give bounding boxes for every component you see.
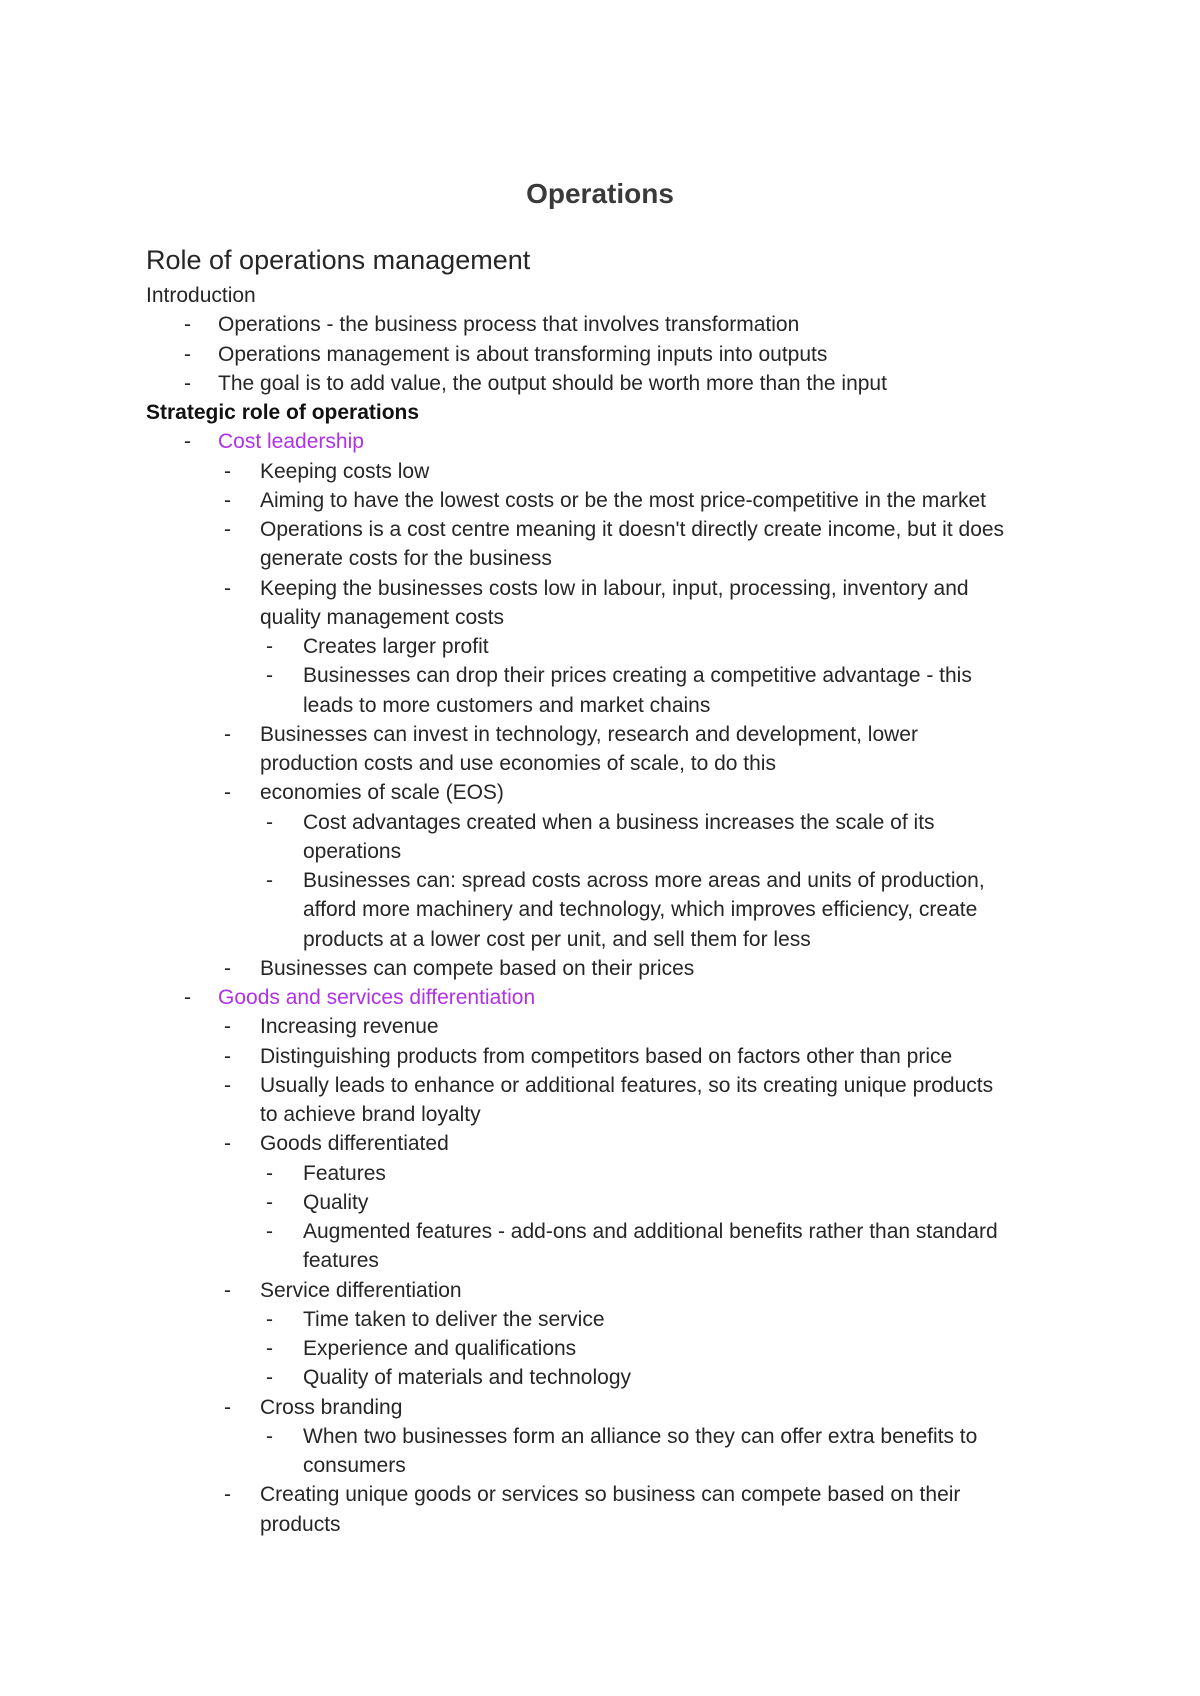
list-item: Time taken to deliver the service: [303, 1307, 605, 1331]
list-item: Goods differentiated: [260, 1132, 449, 1156]
bullet-marker: -: [266, 1220, 273, 1243]
bullet-marker: -: [266, 664, 273, 688]
list-item: Goods and services differentiation: [218, 986, 536, 1009]
list-item: Quality: [303, 1190, 369, 1214]
bullet-marker: -: [224, 956, 231, 980]
list-item: economies of scale (EOS): [260, 781, 504, 805]
bullet-marker: -: [266, 1337, 273, 1360]
bullet-marker: -: [224, 1483, 231, 1507]
list-item: Experience and qualifications: [303, 1337, 577, 1360]
bullet-marker: -: [266, 1424, 273, 1448]
list-item-continuation: generate costs for the business: [260, 547, 552, 571]
list-item-continuation: leads to more customers and market chains: [303, 693, 711, 717]
bullet-marker: -: [224, 518, 231, 541]
bullet-marker: -: [266, 635, 273, 658]
bullet-marker: -: [266, 1161, 273, 1185]
list-item-continuation: production costs and use economies of scale, to do this: [260, 752, 776, 775]
list-item: Operations - the business process that involves transformation: [218, 313, 800, 337]
list-item: Features: [303, 1161, 386, 1185]
list-item: Operations management is about transforming inputs into outputs: [218, 342, 828, 366]
list-item: Quality of materials and technology: [303, 1366, 632, 1390]
bullet-marker: -: [224, 1278, 231, 1302]
list-item: Cross branding: [260, 1395, 403, 1419]
list-item: Augmented features - add-ons and additional benefits rather than standard: [303, 1220, 998, 1243]
bullet-marker: -: [224, 459, 231, 483]
list-item: Businesses can invest in technology, research and development, lower: [260, 722, 918, 746]
list-item: Businesses can: spread costs across more areas and units of production,: [303, 869, 985, 892]
bullet-marker: -: [266, 869, 273, 892]
list-item: Introduction: [146, 284, 256, 307]
bullet-marker: -: [266, 1190, 273, 1214]
list-item: Keeping the businesses costs low in labour, input, processing, inventory and: [260, 576, 969, 600]
list-item: Businesses can compete based on their prices: [260, 956, 695, 980]
list-item: Operations is a cost centre meaning it doesn't directly create income, but it does: [260, 518, 1005, 541]
list-item: Businesses can drop their prices creating a competitive advantage - this: [303, 664, 972, 688]
bullet-marker: -: [184, 371, 191, 395]
list-item-continuation: operations: [303, 839, 402, 863]
bullet-marker: -: [184, 342, 191, 366]
list-item: Cost leadership: [218, 430, 364, 454]
list-item-continuation: features: [303, 1249, 379, 1273]
bullet-marker: -: [224, 1015, 231, 1039]
section-heading: Role of operations management: [146, 245, 531, 275]
bullet-marker: -: [224, 576, 231, 600]
bullet-marker: -: [266, 810, 273, 834]
list-item-continuation: consumers: [303, 1454, 406, 1477]
subheading: Strategic role of operations: [146, 401, 420, 424]
list-item: The goal is to add value, the output should be worth more than the input: [218, 371, 887, 395]
list-item: Usually leads to enhance or additional features, so its creating unique products: [260, 1073, 994, 1097]
list-item: Distinguishing products from competitors based on factors other than price: [260, 1044, 953, 1068]
bullet-marker: -: [224, 1073, 231, 1097]
list-item: When two businesses form an alliance so they can offer extra benefits to: [303, 1424, 978, 1448]
bullet-marker: -: [184, 986, 191, 1009]
list-item: Aiming to have the lowest costs or be the most price-competitive in the market: [260, 488, 986, 512]
bullet-marker: -: [184, 313, 191, 337]
bullet-marker: -: [224, 1132, 231, 1156]
bullet-marker: -: [266, 1307, 273, 1331]
bullet-marker: -: [224, 781, 231, 805]
list-item-continuation: products at a lower cost per unit, and sell them for less: [303, 927, 811, 951]
list-item-continuation: products: [260, 1512, 341, 1536]
list-item: Creating unique goods or services so business can compete based on their: [260, 1483, 961, 1507]
list-item-continuation: to achieve brand loyalty: [260, 1103, 481, 1126]
bullet-marker: -: [184, 430, 191, 454]
document-title: Operations: [526, 178, 674, 209]
list-item: Creates larger profit: [303, 635, 489, 658]
bullet-marker: -: [224, 1395, 231, 1419]
list-item-continuation: afford more machinery and technology, which improves efficiency, create: [303, 898, 978, 922]
bullet-marker: -: [224, 1044, 231, 1068]
list-item-continuation: quality management costs: [260, 605, 504, 629]
bullet-marker: -: [224, 488, 231, 512]
bullet-marker: -: [224, 722, 231, 746]
list-item: Cost advantages created when a business increases the scale of its: [303, 810, 935, 834]
list-item: Service differentiation: [260, 1278, 462, 1302]
list-item: Increasing revenue: [260, 1015, 439, 1039]
list-item: Keeping costs low: [260, 459, 430, 483]
bullet-marker: -: [266, 1366, 273, 1390]
